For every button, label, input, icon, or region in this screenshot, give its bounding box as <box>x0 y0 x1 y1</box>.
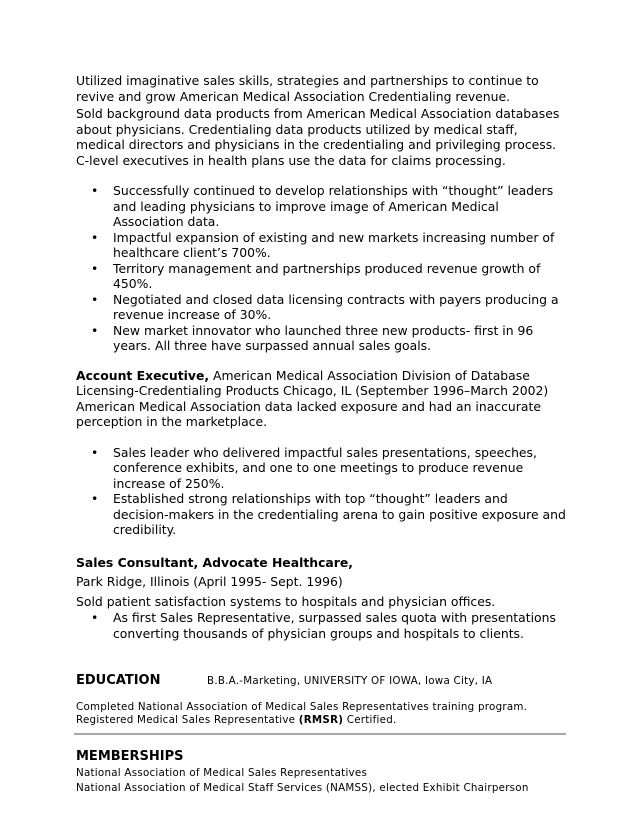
intro-paragraph-1: Utilized imaginative sales skills, strategies and partnerships to continue to revive and grow American Medical Association Credentialing revenue. <box>76 73 539 104</box>
list-item: • Established strong relationships with top “thought” leaders and decision-makers in the credentialing arena to gain positive exposure and credibility. <box>76 491 566 538</box>
education-degree: B.B.A.-Marketing, UNIVERSITY OF IOWA, Iowa City, IA <box>207 675 493 687</box>
education-heading: EDUCATION <box>76 673 161 688</box>
education-details <box>76 701 566 728</box>
list-item: • As first Sales Representative, surpassed sales quota with presentations converting thousands of physician groups and hospitals to clients. <box>76 610 566 641</box>
account-executive-description: American Medical Association data lacked exposure and had an inaccurate perception in the marketplace. <box>76 398 541 429</box>
list-item: National Association of Medical Staff Services (NAMSS), elected Exhibit Chairperson <box>76 782 529 794</box>
sales-consultant-title: Sales Consultant, Advocate Healthcare, <box>76 554 353 570</box>
list-item: • Successfully continued to develop relationships with “thought” leaders and leading physicians to improve image of American Medical Association data. <box>76 183 566 230</box>
list-item: • Impactful expansion of existing and new markets increasing number of healthcare client’s 700%. <box>76 230 566 261</box>
section-divider <box>74 733 566 735</box>
intro-achievements-list <box>76 183 566 354</box>
sales-consultant-location: Park Ridge, Illinois (April 1995- Sept. 1996) <box>76 574 343 589</box>
education-training: Completed National Association of Medical Sales Representatives training program. <box>76 700 528 713</box>
list-item: • Negotiated and closed data licensing contracts with payers producing a revenue increase of 30%. <box>76 292 566 323</box>
sales-consultant-description: Sold patient satisfaction systems to hospitals and physician offices. <box>76 593 496 609</box>
account-achievements-list <box>76 445 566 538</box>
account-executive-title: Account Executive, <box>76 367 210 383</box>
list-item: • Sales leader who delivered impactful sales presentations, speeches, conference exhibits, and one to one meetings to produce revenue increase of 250%. <box>76 445 566 492</box>
list-item: • Territory management and partnerships produced revenue growth of 450%. <box>76 261 566 292</box>
education-certification: Registered Medical Sales Representative (RMSR) Certified. <box>76 714 397 726</box>
intro-paragraph-2: Sold background data products from American Medical Association databases about physicians. Credentialing data products utilized by medical staff, medical directors and physicians in the credentialing and privileging process. C-level executives in health plans use the data for claims processing. <box>76 106 560 168</box>
list-item: National Association of Medical Sales Representatives <box>76 767 368 779</box>
resume-content <box>76 73 566 796</box>
account-executive-header <box>76 368 566 399</box>
sales-achievements-list <box>76 610 566 641</box>
memberships-heading: MEMBERSHIPS <box>76 748 184 764</box>
memberships-list <box>76 766 566 796</box>
education-row <box>76 673 566 689</box>
list-item: • New market innovator who launched three new products- first in 96 years. All three have surpassed annual sales goals. <box>76 323 566 354</box>
account-executive-org: American Medical Association Division of Database Licensing-Credentialing Products Chicago, IL (September 1996–March 2002) <box>76 367 549 398</box>
